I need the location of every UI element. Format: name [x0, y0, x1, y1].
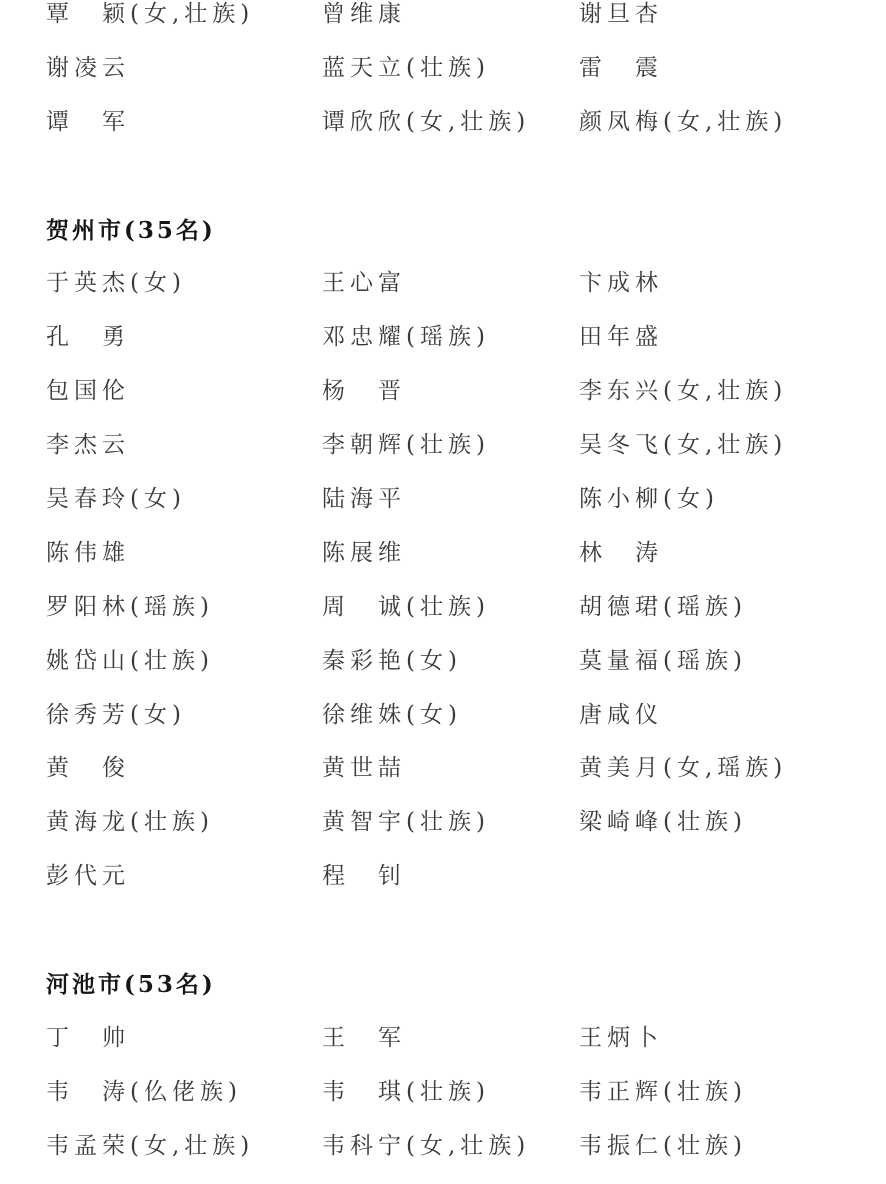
- name-entry: 黄 俊: [46, 755, 130, 782]
- section-heading-hechi: 河池市(53名): [46, 971, 216, 999]
- section-heading-row: [0, 958, 886, 1012]
- name-entry: 黄美月(女,瑶族): [579, 755, 788, 782]
- name-row: [0, 635, 886, 689]
- name-row: [0, 96, 886, 150]
- name-entry: 徐维姝(女): [322, 701, 462, 728]
- section-heading-row: [0, 204, 886, 258]
- name-entry: 陈小柳(女): [579, 486, 719, 513]
- name-entry: 程 钊: [322, 863, 406, 890]
- name-row: [0, 473, 886, 527]
- name-row: [0, 850, 886, 904]
- name-entry: 于英杰(女): [46, 270, 186, 297]
- name-row: [0, 742, 886, 796]
- name-entry: 李朝辉(壮族): [322, 432, 490, 459]
- name-entry: 韦振仁(壮族): [579, 1132, 747, 1159]
- name-entry: 陈展维: [322, 539, 406, 566]
- name-entry: 卞成林: [579, 270, 663, 297]
- name-entry: 田年盛: [579, 324, 663, 351]
- name-entry: 雷 震: [579, 54, 663, 81]
- name-entry: 王 军: [322, 1024, 406, 1051]
- name-entry: 谭 军: [46, 108, 130, 135]
- name-row: [0, 1120, 886, 1174]
- name-entry: 韦 琪(壮族): [322, 1078, 490, 1105]
- name-entry: 姚岱山(壮族): [46, 647, 214, 674]
- name-row: [0, 527, 886, 581]
- section-spacer: [0, 150, 886, 204]
- name-entry: 吴春玲(女): [46, 486, 186, 513]
- name-row: [0, 311, 886, 365]
- name-entry: 黄世喆: [322, 755, 406, 782]
- name-entry: 秦彩艳(女): [322, 647, 462, 674]
- name-row: [0, 365, 886, 419]
- section-heading-hezhou: 贺州市(35名): [46, 216, 216, 244]
- name-entry: 徐秀芳(女): [46, 701, 186, 728]
- name-entry: 颜凤梅(女,壮族): [579, 108, 788, 135]
- name-entry: 蓝天立(壮族): [322, 54, 490, 81]
- name-row: [0, 689, 886, 743]
- name-entry: 包国伦: [46, 378, 130, 405]
- name-entry: 胡德珺(瑶族): [579, 593, 747, 620]
- name-row: [0, 796, 886, 850]
- name-row: [0, 1066, 886, 1120]
- name-entry: 彭代元: [46, 863, 130, 890]
- name-row: [0, 0, 886, 42]
- section-spacer: [0, 904, 886, 958]
- name-entry: 唐咸仪: [579, 701, 663, 728]
- name-entry: 陆海平: [322, 486, 406, 513]
- name-entry: 吴冬飞(女,壮族): [579, 432, 788, 459]
- name-entry: 黄海龙(壮族): [46, 809, 214, 836]
- name-row: [0, 257, 886, 311]
- name-row: [0, 581, 886, 635]
- name-entry: 周 诚(壮族): [322, 593, 490, 620]
- name-entry: 丁 帅: [46, 1024, 130, 1051]
- name-entry: 王炳卜: [579, 1024, 663, 1051]
- name-entry: 杨 晋: [322, 378, 406, 405]
- name-entry: 覃 颖(女,壮族): [46, 1, 255, 27]
- name-entry: 曾维康: [322, 1, 406, 27]
- name-row: [0, 419, 886, 473]
- name-entry: 罗阳林(瑶族): [46, 593, 214, 620]
- name-entry: 韦 涛(仫佬族): [46, 1078, 242, 1105]
- name-entry: 李东兴(女,壮族): [579, 378, 788, 405]
- name-entry: 莫量福(瑶族): [579, 647, 747, 674]
- name-row: [0, 1012, 886, 1066]
- name-entry: 梁崎峰(壮族): [579, 809, 747, 836]
- name-entry: 韦孟荣(女,壮族): [46, 1132, 255, 1159]
- name-entry: 陈伟雄: [46, 539, 130, 566]
- name-entry: 王心富: [322, 270, 406, 297]
- name-entry: 韦科宁(女,壮族): [322, 1132, 531, 1159]
- name-entry: 韦正辉(壮族): [579, 1078, 747, 1105]
- name-entry: 邓忠耀(瑶族): [322, 324, 490, 351]
- name-entry: 黄智宇(壮族): [322, 809, 490, 836]
- name-entry: 李杰云: [46, 432, 130, 459]
- name-entry: 林 涛: [579, 539, 663, 566]
- name-row: [0, 42, 886, 96]
- name-entry: 谢旦杏: [579, 1, 663, 27]
- name-entry: 孔 勇: [46, 324, 130, 351]
- name-entry: 谢凌云: [46, 54, 130, 81]
- name-entry: 谭欣欣(女,壮族): [322, 108, 531, 135]
